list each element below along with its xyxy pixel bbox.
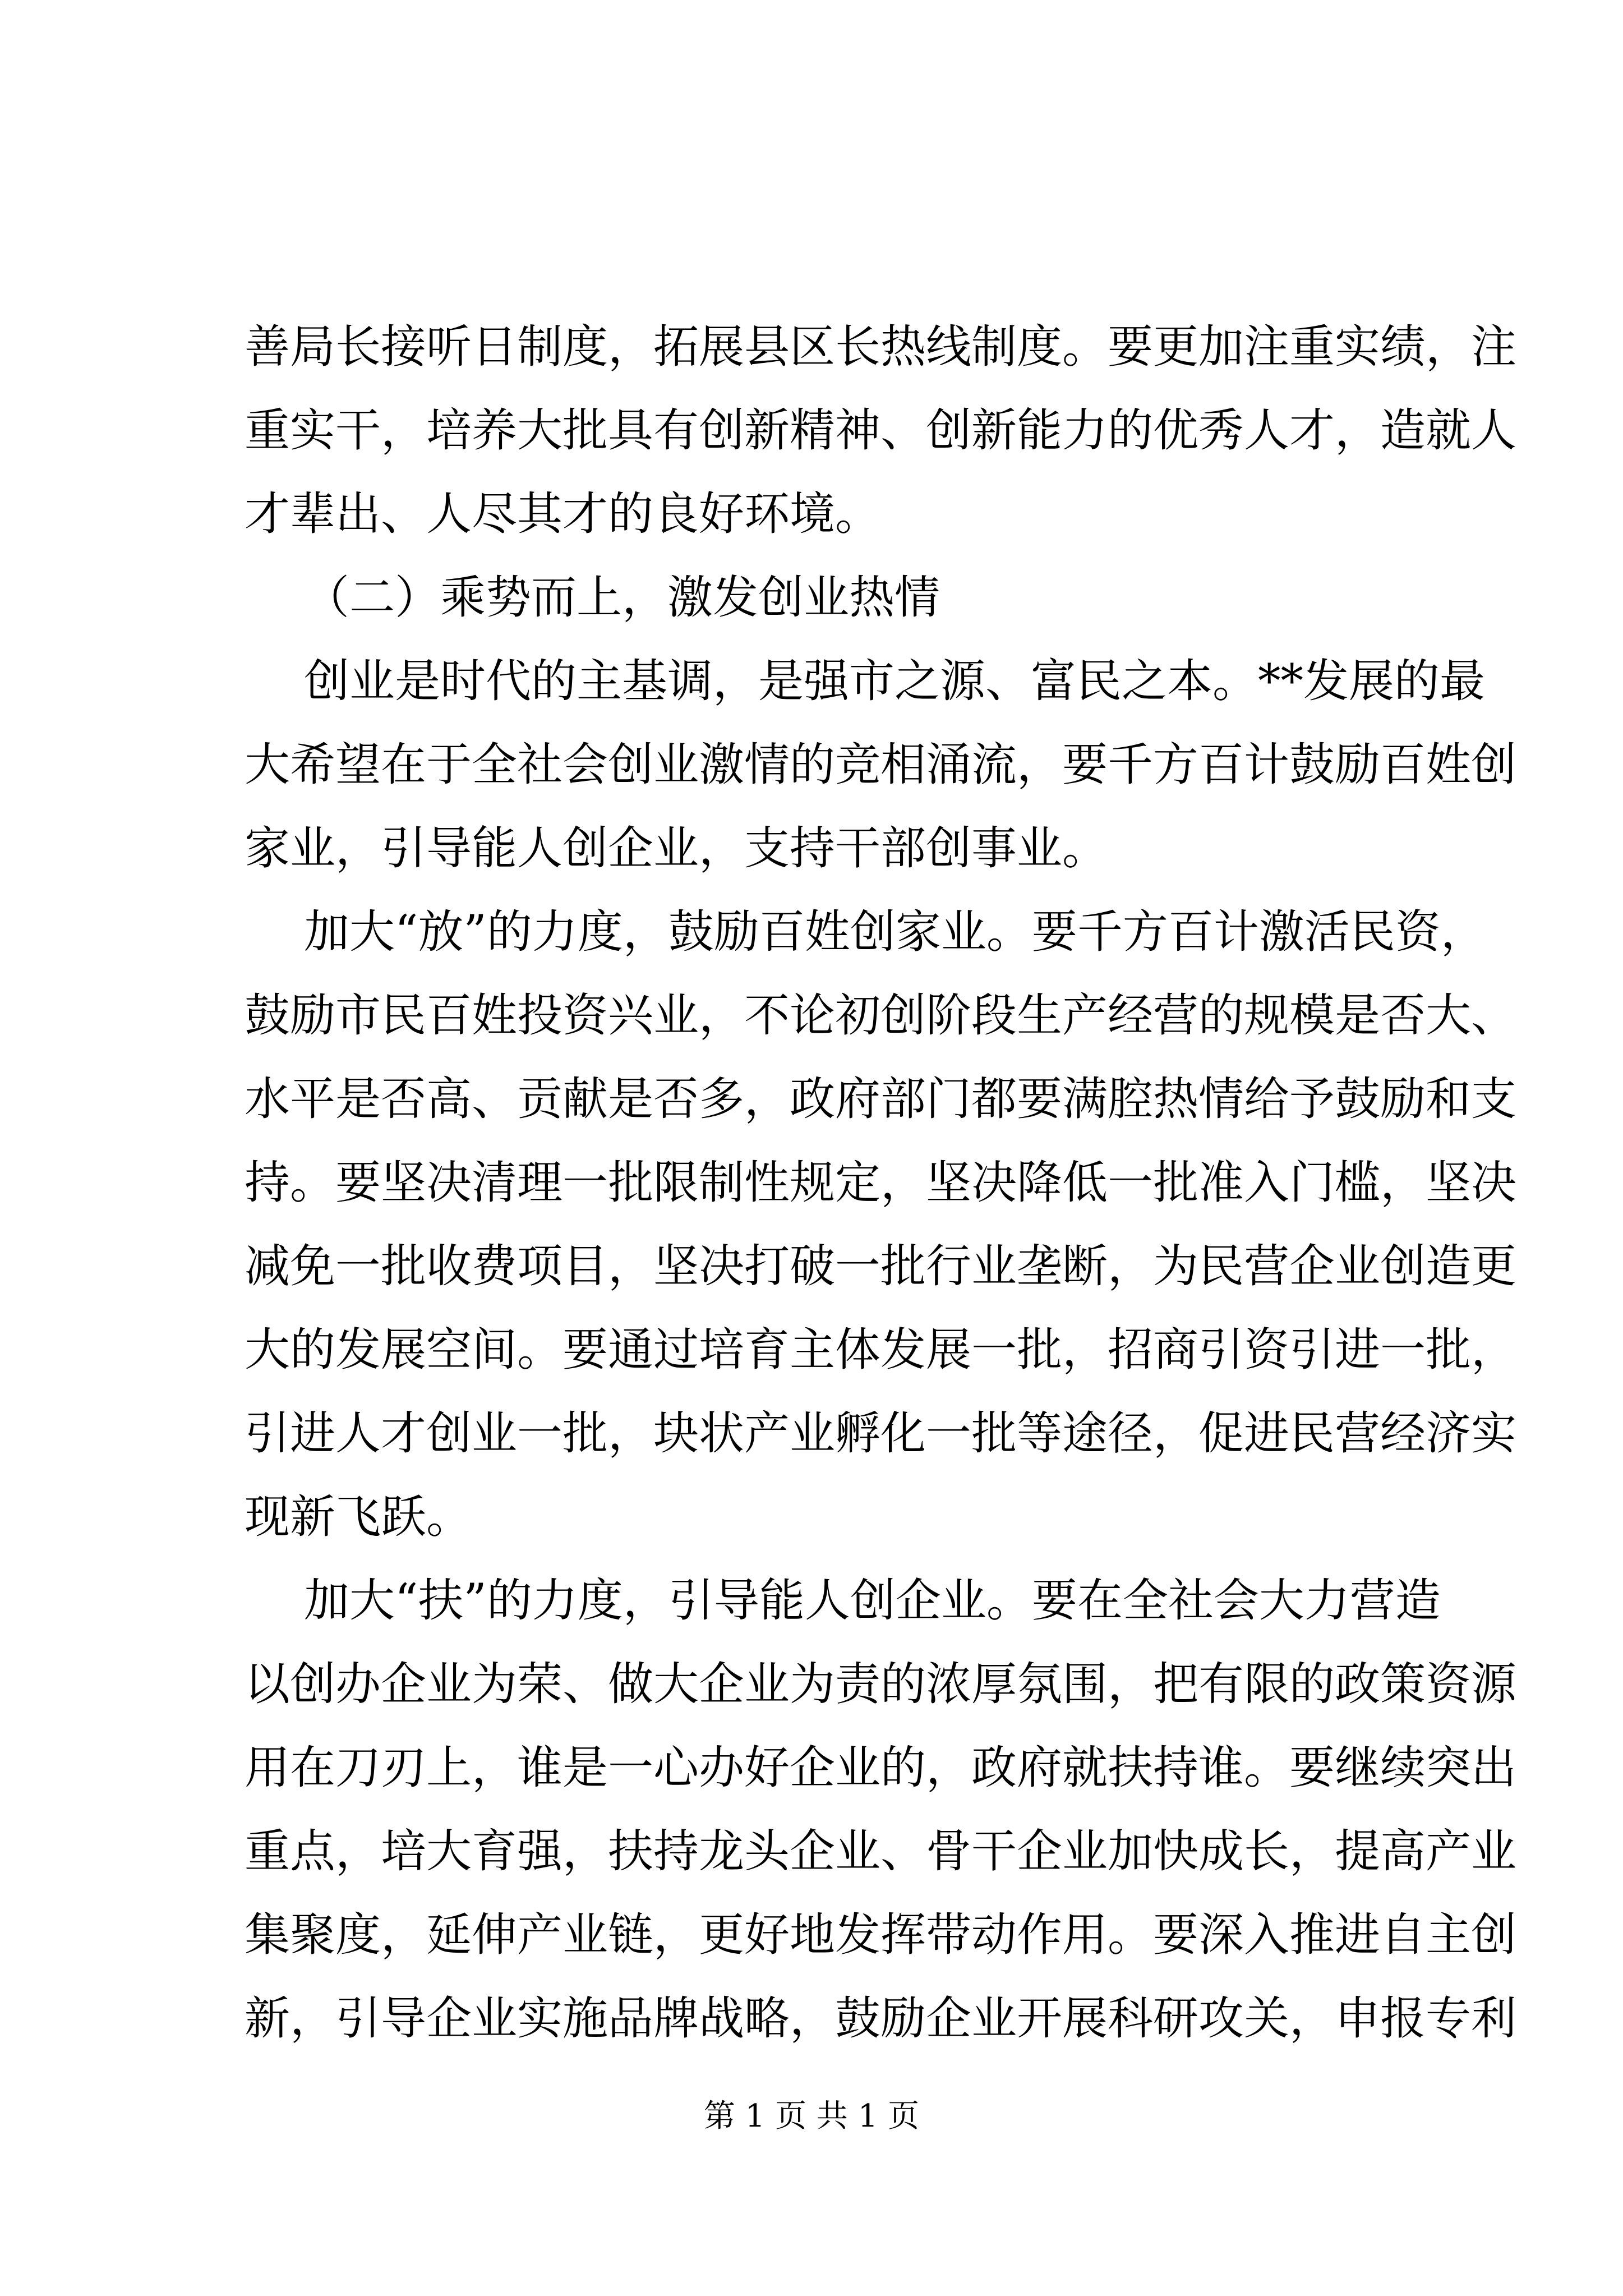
text-line: 鼓励市民百姓投资兴业，不论初创阶段生产经营的规模是否大、 <box>245 990 1517 1042</box>
text-line: 才辈出、人尽其才的良好环境。 <box>245 488 881 541</box>
text-line: 持。要坚决清理一批限制性规定，坚决降低一批准入门槛，坚决 <box>245 1157 1517 1209</box>
text-line: 集聚度，延伸产业链，更好地发挥带动作用。要深入推进自主创 <box>245 1909 1517 1962</box>
text-line: 加大“扶”的力度，引导能人创企业。要在全社会大力营造 <box>304 1575 1441 1627</box>
page-footer <box>0 2094 1623 2139</box>
text-line: 善局长接听日制度，拓展县区长热线制度。要更加注重实绩，注 <box>245 321 1517 374</box>
document-body <box>245 306 1517 2061</box>
text-line: 引进人才创业一批，块状产业孵化一批等途径，促进民营经济实 <box>245 1407 1517 1460</box>
text-line: 减免一批收费项目，坚决打破一批行业垄断，为民营企业创造更 <box>245 1240 1517 1293</box>
text-line: 创业是时代的主基调，是强市之源、富民之本。**发展的最 <box>304 655 1486 708</box>
text-line: 重点，培大育强，扶持龙头企业、骨干企业加快成长，提高产业 <box>245 1825 1517 1878</box>
section-heading: （二）乘势而上，激发创业热情 <box>304 572 940 624</box>
text-line: 大希望在于全社会创业激情的竞相涌流，要千方百计鼓励百姓创 <box>245 739 1517 792</box>
text-line: 用在刀刃上，谁是一心办好企业的，政府就扶持谁。要继续突出 <box>245 1742 1517 1795</box>
text-line: 加大“放”的力度，鼓励百姓创家业。要千方百计激活民资， <box>304 906 1486 959</box>
page-number-label: 第 1 页 共 1 页 <box>703 2098 920 2134</box>
text-line: 现新飞跃。 <box>245 1491 472 1544</box>
text-line: 以创办企业为荣、做大企业为责的浓厚氛围，把有限的政策资源 <box>245 1658 1517 1711</box>
text-line: 家业，引导能人创企业，支持干部创事业。 <box>245 822 1108 875</box>
text-line: 重实干，培养大批具有创新精神、创新能力的优秀人才，造就人 <box>245 404 1517 457</box>
text-line: 水平是否高、贡献是否多，政府部门都要满腔热情给予鼓励和支 <box>245 1073 1517 1126</box>
text-line: 新，引导企业实施品牌战略，鼓励企业开展科研攻关，申报专利 <box>245 1993 1517 2045</box>
text-line: 大的发展空间。要通过培育主体发展一批，招商引资引进一批， <box>245 1324 1517 1377</box>
